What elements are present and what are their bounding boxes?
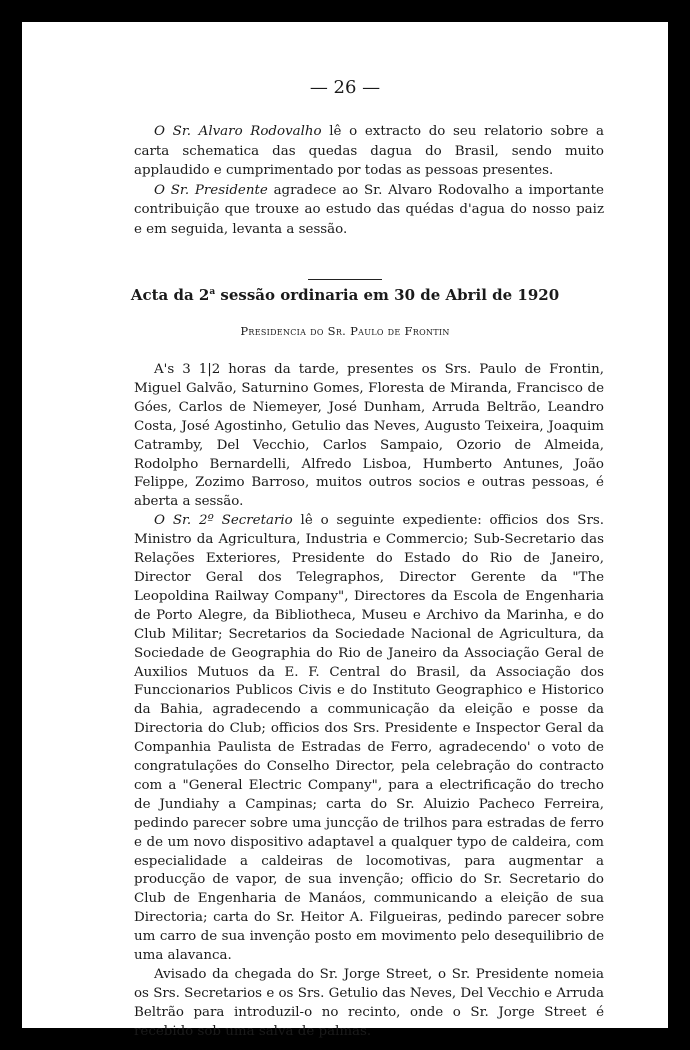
page-number: — 26 — (309, 77, 381, 98)
paragraph-text: agradece ao Sr. Alvaro Rodovalho a importante contribuição que trouxe ao estudo das quédas d'agua do nosso paiz e em seguida, levanta a sessão. (134, 182, 604, 237)
heading-text-rest: sessão ordinaria em 30 de Abril de 1920 (215, 286, 560, 304)
intro-paragraph-1 (134, 122, 604, 181)
speaker-name: O Sr. 2º Secretario (154, 513, 293, 529)
speaker-name: O Sr. Alvaro Rodovalho (154, 124, 322, 139)
speaker-name: O Sr. Presidente (154, 182, 268, 198)
document-page (22, 22, 668, 1039)
paragraph-text: lê o seguinte expediente: officios dos Srs. Ministro da Agricultura, Industria e Commercio; Sub-Secretario das Relações Exteriores, Presidente do Estado do Rio de Janeiro, Director Geral dos Telegraphos, Director Gerente da "The Leopoldina Railway Company", Directores da Escola de Engenharia de Porto Alegre, da Bibliotheca, Museu e Archivo da Marinha, e do Club Militar; Secretarios da Sociedade Nacional de Agricultura, da Sociedade de Geographia do Rio de Janeiro da Associação Geral de Auxilios Mutuos da E. F. Central do Brasil, da Associação dos Funccionarios Publicos Civis e do Instituto Geographico e Historico da Bahia, agradecendo a communicação da eleição e posse da Directoria do Club; officios dos Srs. Presidente e Inspector Geral da Companhia Paulista de Estradas de Ferro, agradecendo' o voto de congratulações do Conselho Director, pela celebração do contracto com a "General Electric Company", para a electrificação do trecho de Jundiahy a Campinas; carta do Sr. Aluizio Pacheco Ferreira, pedindo parecer sobre uma juncção de trilhos para estradas de ferro e de um novo dispositivo adaptavel a qualquer typo de caldeira, com especialidade a caldeiras de locomotivas, para augmentar a producção de vapor, de sua invenção; officio do Sr. Secretario do Club de Engenharia de Manáos, communicando a eleição de sua Directoria; carta do Sr. Heitor A. Filgueiras, pedindo parecer sobre um carro de sua invenção posto em movimento pelo desequilibrio de uma alavanca. (134, 513, 604, 964)
paragraph-text: lê o extracto do seu relatorio sobre a carta schematica das quedas dagua do Brasil, sendo muito applaudido e cumprimentado por todas as pessoas presentes. (134, 124, 604, 179)
intro-section (134, 122, 604, 240)
minutes-body (134, 361, 604, 1042)
heading-text: Acta da 2 (130, 286, 210, 304)
body-paragraph-3: Avisado da chegada do Sr. Jorge Street, o Sr. Presidente nomeia os Srs. Secretarios e os Srs. Getulio das Neves, Del Vecchio e Arruda Beltrão para introduzil-o no recinto, onde o Sr. Jorge Street é recebido sob uma salva de palmas. (134, 967, 604, 1039)
section-heading (22, 286, 668, 304)
intro-paragraph-2 (134, 181, 604, 240)
section-divider (308, 279, 382, 280)
heading-superscript: a (209, 287, 216, 297)
presidency-subheading: Presidencia do Sr. Paulo de Frontin (240, 324, 450, 338)
body-paragraph-1: A's 3 1|2 horas da tarde, presentes os Srs. Paulo de Frontin, Miguel Galvão, Saturnino Gomes, Floresta de Miranda, Francisco de Góes, Carlos de Niemeyer, José Dunham, Arruda Beltrão, Leandro Costa, José Agostinho, Getulio das Neves, Augusto Teixeira, Joaquim Catramby, Del Vecchio, Carlos Sampaio, Ozorio de Almeida, Rodolpho Bernardelli, Alfredo Lisboa, Humberto Antunes, João Felippe, Zozimo Barroso, muitos outros socios e outras pessoas, é aberta a sessão. (134, 362, 604, 510)
body-paragraph-2 (134, 512, 604, 966)
